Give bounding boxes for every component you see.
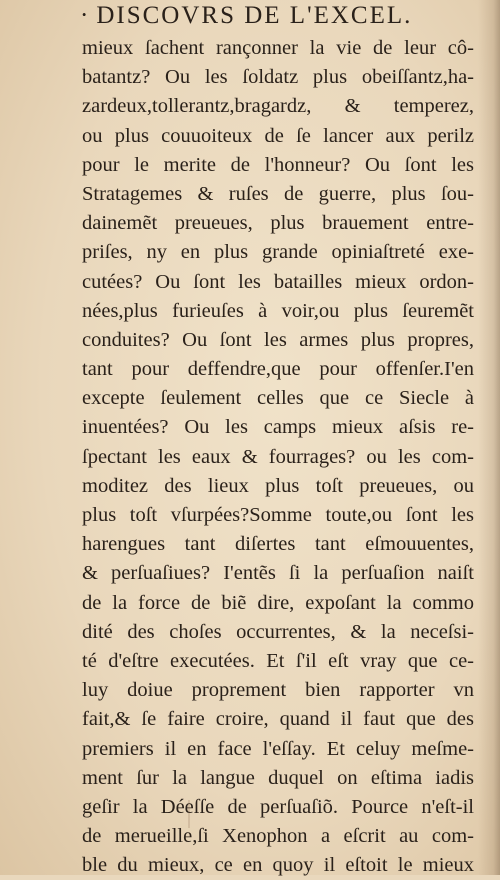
- text-line: dainemẽt preueues, plus brauement entre-: [82, 212, 474, 235]
- text-line: batantz? Ou les ſoldatz plus obeiſſantz,ha-: [82, 66, 474, 89]
- text-line: harengues tant diſertes tant eſmouuentes,: [82, 533, 474, 556]
- text-line: té d'eſtre executées. Et ſ'il eſt vray que ce-: [82, 649, 474, 672]
- text-line: tant pour deffendre,que pour offenſer.I'en: [82, 358, 474, 381]
- text-line: Stratagemes & ruſes de guerre, plus ſou-: [82, 182, 474, 205]
- text-line: inuentées? Ou les camps mieux aſsis re-: [82, 416, 474, 439]
- text-line: conduites? Ou ſont les armes plus propres,: [82, 328, 474, 351]
- text-line: excepte ſeulement celles que ce Siecle à: [82, 387, 474, 410]
- body-text: [82, 34, 474, 880]
- text-line: ment ſur la langue duquel on eſtima iadis: [82, 766, 474, 789]
- text-line: luy doiue proprement bien rapporter vn: [82, 679, 474, 702]
- text-line: cutées? Ou ſont les batailles mieux ordon-: [82, 270, 474, 293]
- running-head-marker: ·: [80, 2, 91, 29]
- text-line: priſes, ny en plus grande opiniaſtreté exe-: [82, 241, 474, 264]
- running-head: [80, 2, 490, 30]
- text-line: fait,& ſe faire croire, quand il faut que des: [82, 708, 474, 731]
- text-line: geſir la Déeſſe de perſuaſiõ. Pource n'eſt-il: [82, 795, 474, 818]
- text-line: zardeux,tollerantz,bragardz, & temperez,: [82, 95, 474, 118]
- text-line: pour le merite de l'honneur? Ou ſont les: [82, 153, 474, 176]
- text-line: moditez des lieux plus toſt preueues, ou: [82, 474, 474, 497]
- text-line: & perſuaſiues? I'entẽs ſi la perſuaſion naiſt: [82, 562, 474, 585]
- text-line: mieux ſachent rançonner la vie de leur cô-: [82, 37, 474, 59]
- page-gutter-shadow: [478, 0, 500, 875]
- running-head-title: DISCOVRS DE L'EXCEL.: [96, 2, 413, 29]
- text-line: de la force de biẽ dire, expoſant la commo: [82, 591, 474, 614]
- text-line: nées,plus furieuſes à voir,ou plus ſeuremẽt: [82, 299, 474, 322]
- text-line: de merueille,ſi Xenophon a eſcrit au com-: [82, 825, 474, 848]
- text-line: premiers il en face l'eſſay. Et celuy meſme-: [82, 737, 474, 760]
- text-line: plus toſt vſurpées?Somme toute,ou ſont les: [82, 504, 474, 526]
- bleed-through-mark: [188, 800, 190, 828]
- text-line: ſpectant les eaux & fourrages? ou les com-: [82, 445, 474, 468]
- text-line: ble du mieux, ce en quoy il eſtoit le mieux: [82, 854, 474, 877]
- text-line: ou plus couuoiteux de ſe lancer aux perilz: [82, 124, 474, 147]
- text-line: dité des choſes occurrentes, & la neceſsi-: [82, 620, 474, 643]
